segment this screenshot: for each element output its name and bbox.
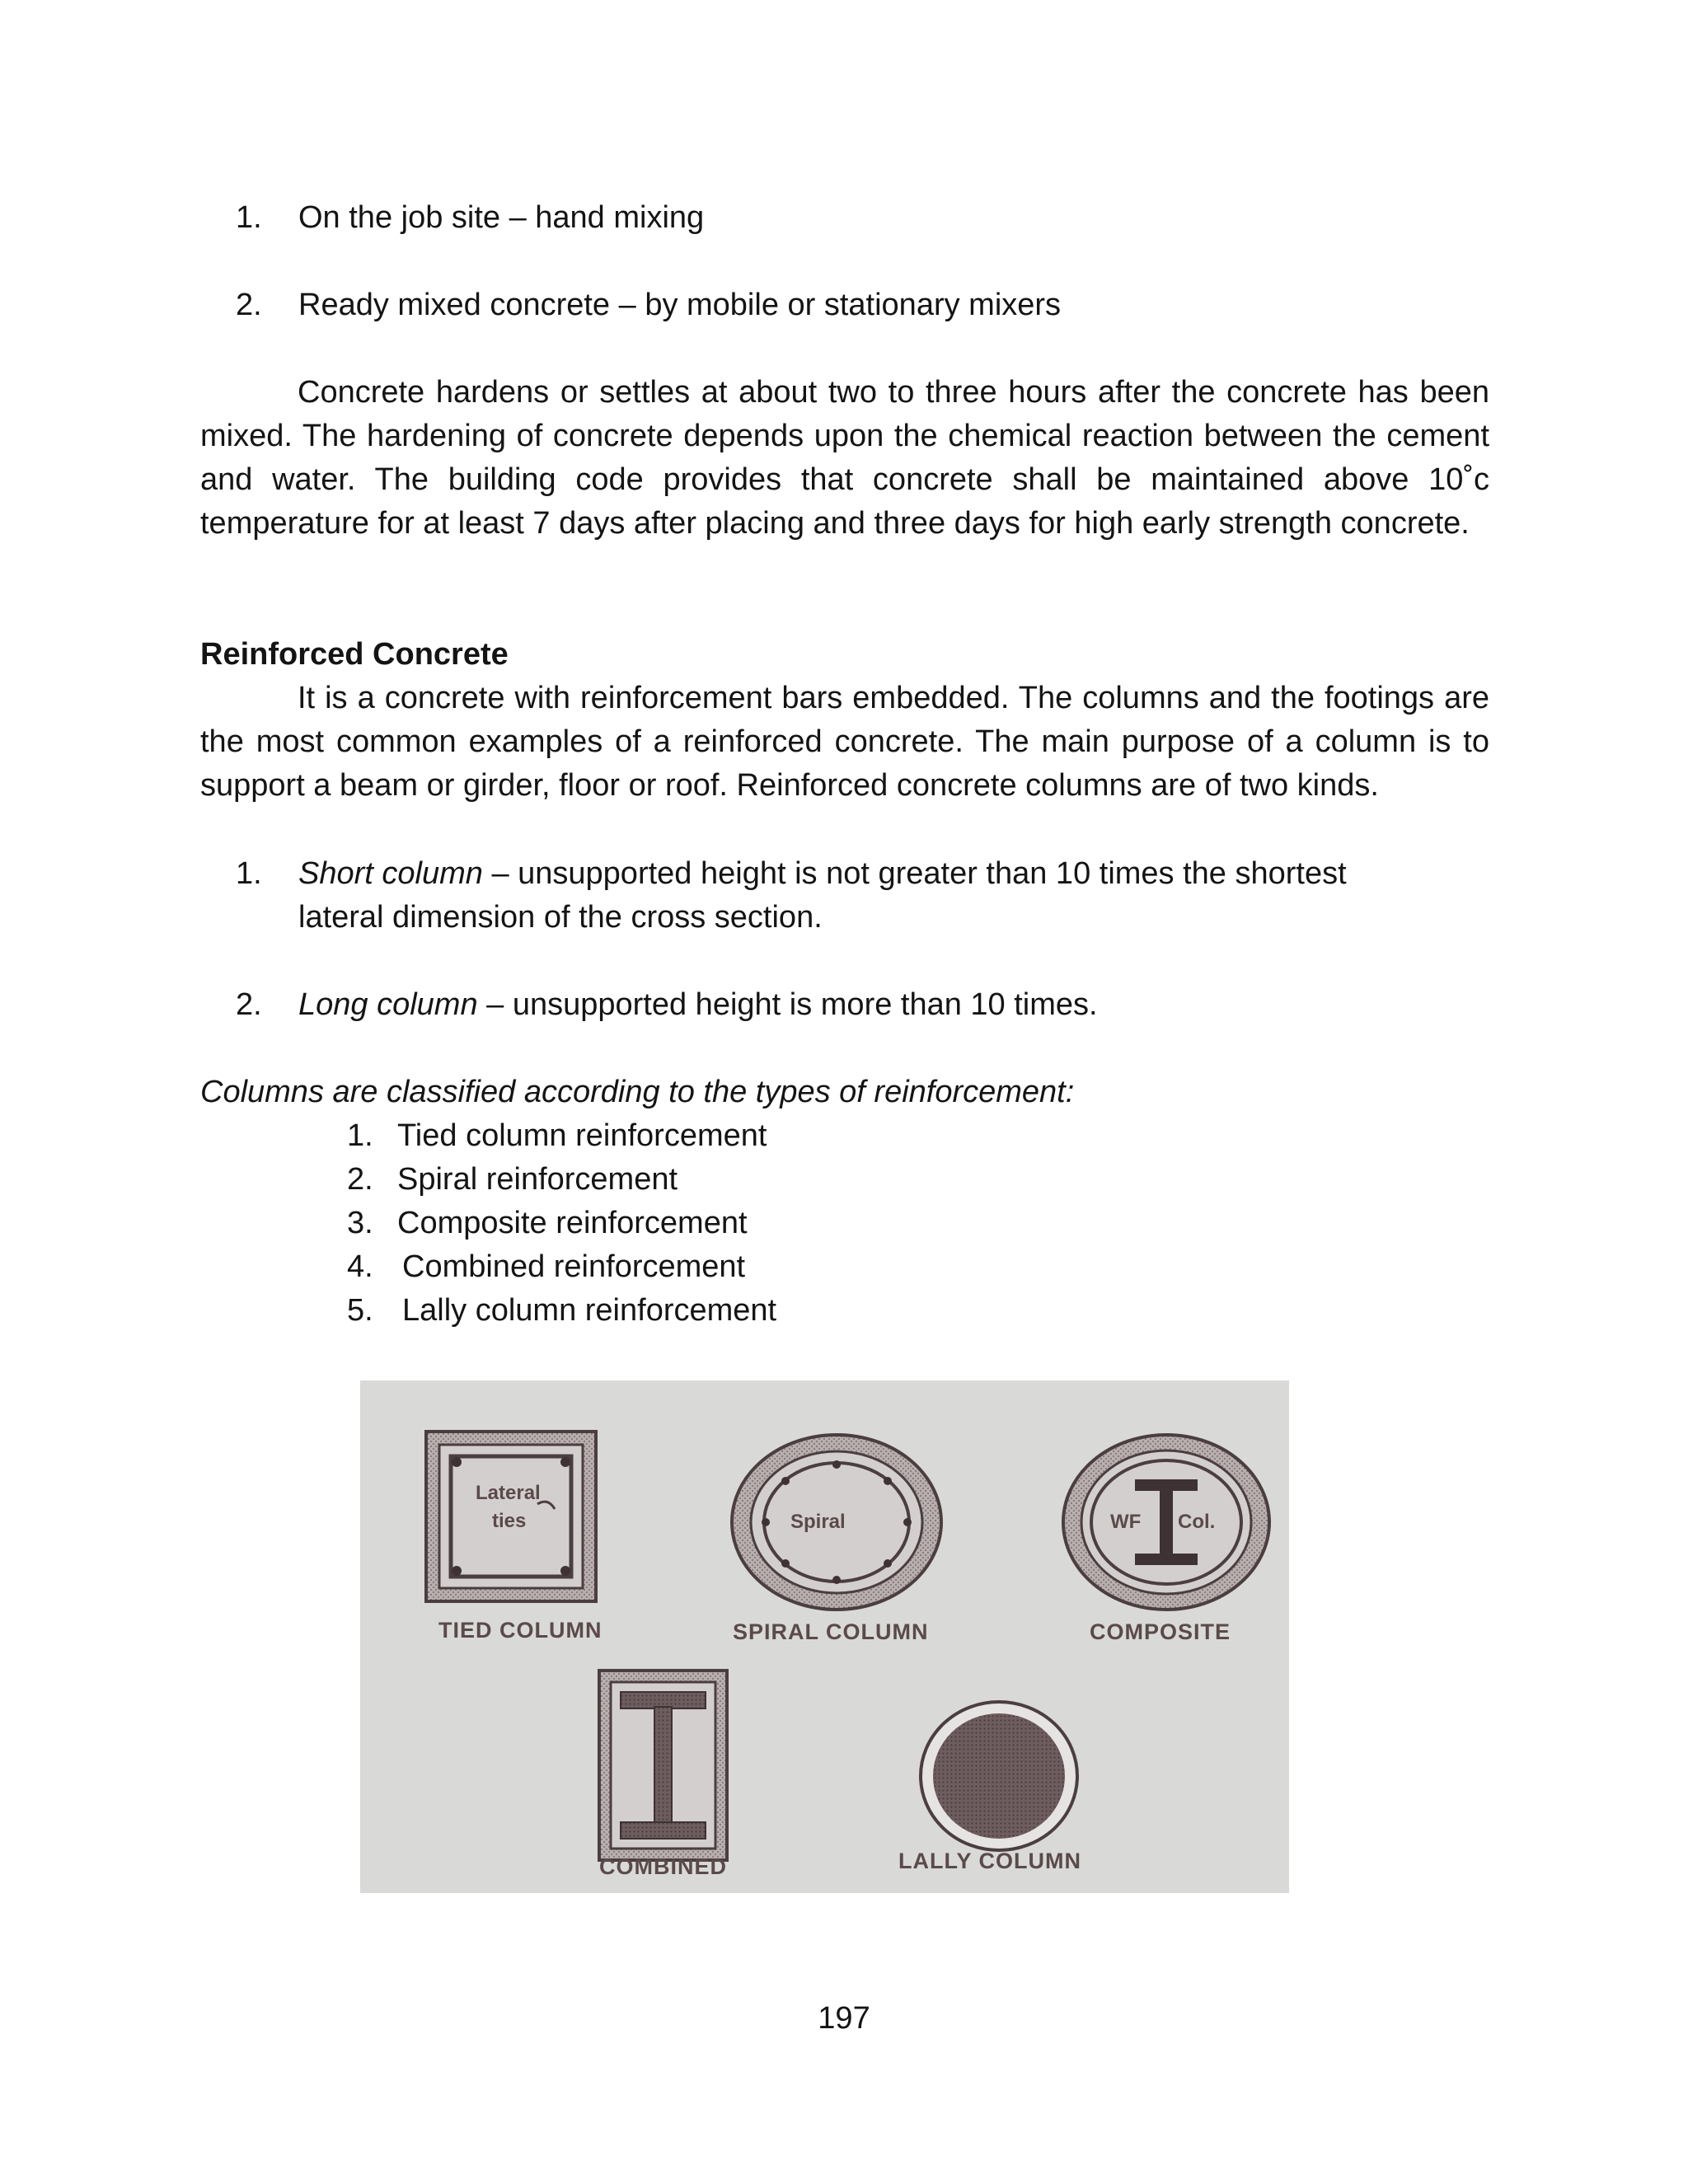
- paragraph-hardening: [200, 371, 1489, 546]
- list-number: 1.: [347, 1118, 373, 1153]
- spiral-column-label: SPIRAL COLUMN: [733, 1619, 929, 1644]
- composite-inner-label-right: Col.: [1178, 1511, 1216, 1533]
- list-number: 4.: [347, 1249, 373, 1284]
- list-item: Lally column reinforcement: [402, 1293, 777, 1328]
- list-item: Combined reinforcement: [402, 1249, 746, 1284]
- list-item: On the job site – hand mixing: [298, 200, 705, 235]
- list-number: 5.: [347, 1293, 373, 1328]
- spiral-inner-label: Spiral: [790, 1511, 846, 1533]
- list-number: 2.: [236, 288, 262, 322]
- paragraph-reinforced: [200, 677, 1489, 808]
- column-types-figure: [360, 1380, 1289, 1893]
- term-long-column-def: – unsupported height is more than 10 times.: [477, 987, 1098, 1022]
- list-number: 2.: [236, 987, 262, 1022]
- list-item: [298, 983, 1098, 1027]
- tied-inner-label-2: ties: [492, 1510, 527, 1532]
- term-short-column: Short column: [298, 856, 483, 891]
- list-item: Ready mixed concrete – by mobile or stationary mixers: [298, 288, 1062, 322]
- lally-column-label: LALLY COLUMN: [898, 1849, 1082, 1873]
- lally-column-drawing: [921, 1702, 1077, 1850]
- list-number: 1.: [236, 200, 262, 235]
- combined-label: COMBINED: [599, 1854, 727, 1879]
- list-item: Tied column reinforcement: [397, 1118, 767, 1153]
- term-long-column: Long column: [298, 987, 478, 1022]
- tied-inner-label: Lateral: [476, 1482, 541, 1504]
- page-number: 197: [818, 2001, 870, 2036]
- list-number: 2.: [347, 1162, 373, 1197]
- list-number: 3.: [347, 1206, 373, 1240]
- list-item: Composite reinforcement: [397, 1206, 748, 1240]
- combined-column-drawing: [599, 1671, 727, 1860]
- composite-inner-label-left: WF: [1110, 1511, 1142, 1533]
- classified-intro: Columns are classified according to the types of reinforcement:: [200, 1075, 1075, 1109]
- term-short-column-def: – unsupported height is not greater than 10 times the shortest: [482, 856, 1347, 891]
- list-item-continuation: lateral dimension of the cross section.: [298, 900, 823, 935]
- list-item: [298, 852, 1347, 896]
- list-item: Spiral reinforcement: [397, 1162, 678, 1197]
- list-number: 1.: [236, 856, 262, 891]
- section-heading: Reinforced Concrete: [200, 637, 509, 672]
- tied-column-label: TIED COLUMN: [438, 1618, 603, 1643]
- composite-label: COMPOSITE: [1090, 1619, 1231, 1644]
- paragraph-hardening-text: Concrete hardens or settles at about two to three hours after the concrete has been mixed. The hardening of concrete depends upon the chemical reaction between the cement and water. The building code provides that concrete shall be maintained above 10˚c temperature for at least 7 days after placing and three days for high early strength concrete.: [200, 375, 1489, 541]
- paragraph-reinforced-text: It is a concrete with reinforcement bars embedded. The columns and the footings are the most common examples of a reinforced concrete. The main purpose of a column is to support a beam or girder, floor or roof. Reinforced concrete columns are of two kinds.: [200, 681, 1489, 803]
- composite-column-drawing: [1063, 1435, 1269, 1610]
